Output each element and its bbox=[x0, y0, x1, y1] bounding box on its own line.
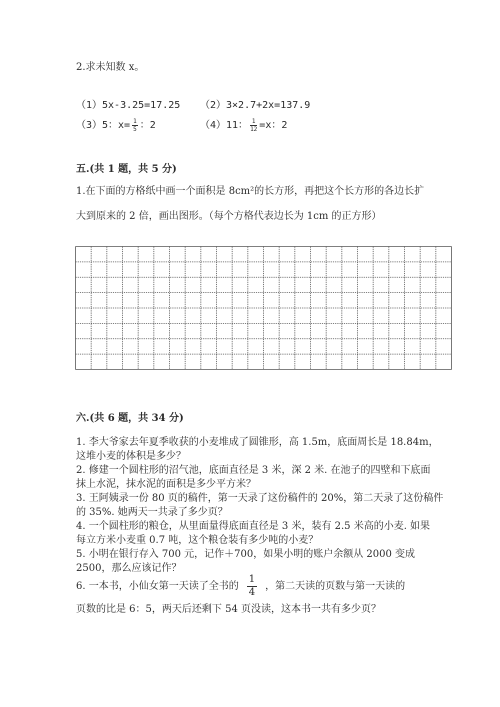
question-1-line-2: 这堆小麦的体积是多少？ bbox=[76, 451, 186, 462]
question-6-suffix: ，第二天读的页数与第一天读的 bbox=[265, 581, 406, 592]
equation-1: （1）5x-3.25=17.25 bbox=[76, 100, 181, 111]
question-2-line-2: 抹上水泥，抹水泥的面积是多少平方米？ bbox=[76, 479, 256, 490]
question-4-line-2: 每立方米小麦重 0.7 吨，这个粮仓装有多少吨的小麦？ bbox=[76, 535, 319, 546]
square-grid-paper[interactable] bbox=[75, 246, 452, 370]
question-5-line-1: 5. 小明在银行存入 700 元，记作＋700，如果小明的账户余额从 2000 变成 bbox=[76, 549, 416, 560]
question-6-prefix: 6. 一本书，小仙女第一天读了全书的 bbox=[76, 581, 239, 592]
equation-4 bbox=[200, 116, 287, 133]
fraction-denominator: 4 bbox=[248, 587, 256, 598]
question-6-line-2: 页数的比是 6：5，两天后还剩下 54 页没读，这本书一共有多少页？ bbox=[76, 604, 381, 615]
section-5-heading: 五.(共 1 题，共 5 分) bbox=[76, 164, 177, 175]
fraction-denominator: 5 bbox=[133, 125, 137, 133]
question-3-line-1: 3. 王阿姨录一份 80 页的稿件，第一天录了这份稿件的 20%，第二天录了这份稿件 bbox=[76, 493, 444, 504]
question-5-line-2: 2500，那么应该记作？ bbox=[76, 563, 182, 574]
section-6-heading: 六.(共 6 题，共 34 分) bbox=[76, 413, 184, 424]
equation-4-prefix: （4）11： bbox=[200, 120, 249, 131]
fraction-denominator: 12 bbox=[250, 125, 258, 133]
fraction-numerator: 1 bbox=[133, 117, 137, 125]
part2-title: 2.求未知数 x。 bbox=[76, 62, 145, 73]
question-3-line-2: 的 35%. 她两天一共录了多少页？ bbox=[76, 507, 228, 518]
equation-3 bbox=[76, 116, 156, 133]
equation-4-suffix: =x：2 bbox=[259, 120, 288, 131]
section-5-question-line-1: 1.在下面的方格纸中画一个面积是 8cm²的长方形，再把这个长方形的各边长扩 bbox=[76, 186, 425, 197]
equation-3-suffix: ：2 bbox=[139, 120, 156, 131]
fraction-1-5 bbox=[132, 118, 138, 133]
fraction-1-12 bbox=[250, 118, 257, 133]
question-6-line-1 bbox=[76, 574, 405, 599]
section-5-question-line-2: 大到原来的 2 倍，画出图形。（每个方格代表边长为 1cm 的正方形） bbox=[76, 211, 382, 222]
fraction-numerator: 1 bbox=[251, 117, 256, 125]
equation-3-prefix: （3）5：x= bbox=[76, 120, 131, 131]
equation-2: （2）3×2.7+2x=137.9 bbox=[200, 100, 311, 111]
fraction-1-4 bbox=[247, 574, 257, 599]
question-4-line-1: 4. 一个圆柱形的粮仓，从里面量得底面直径是 3 米，装有 2.5 米高的小麦. 如果 bbox=[76, 521, 431, 532]
question-1-line-1: 1. 李大爷家去年夏季收获的小麦堆成了圆锥形，高 1.5m，底面周长是 18.84m， bbox=[76, 437, 439, 448]
fraction-numerator: 1 bbox=[248, 574, 256, 585]
question-2-line-1: 2. 修建一个圆柱形的沼气池，底面直径是 3 米，深 2 米. 在池子的四壁和下底面 bbox=[76, 465, 431, 476]
